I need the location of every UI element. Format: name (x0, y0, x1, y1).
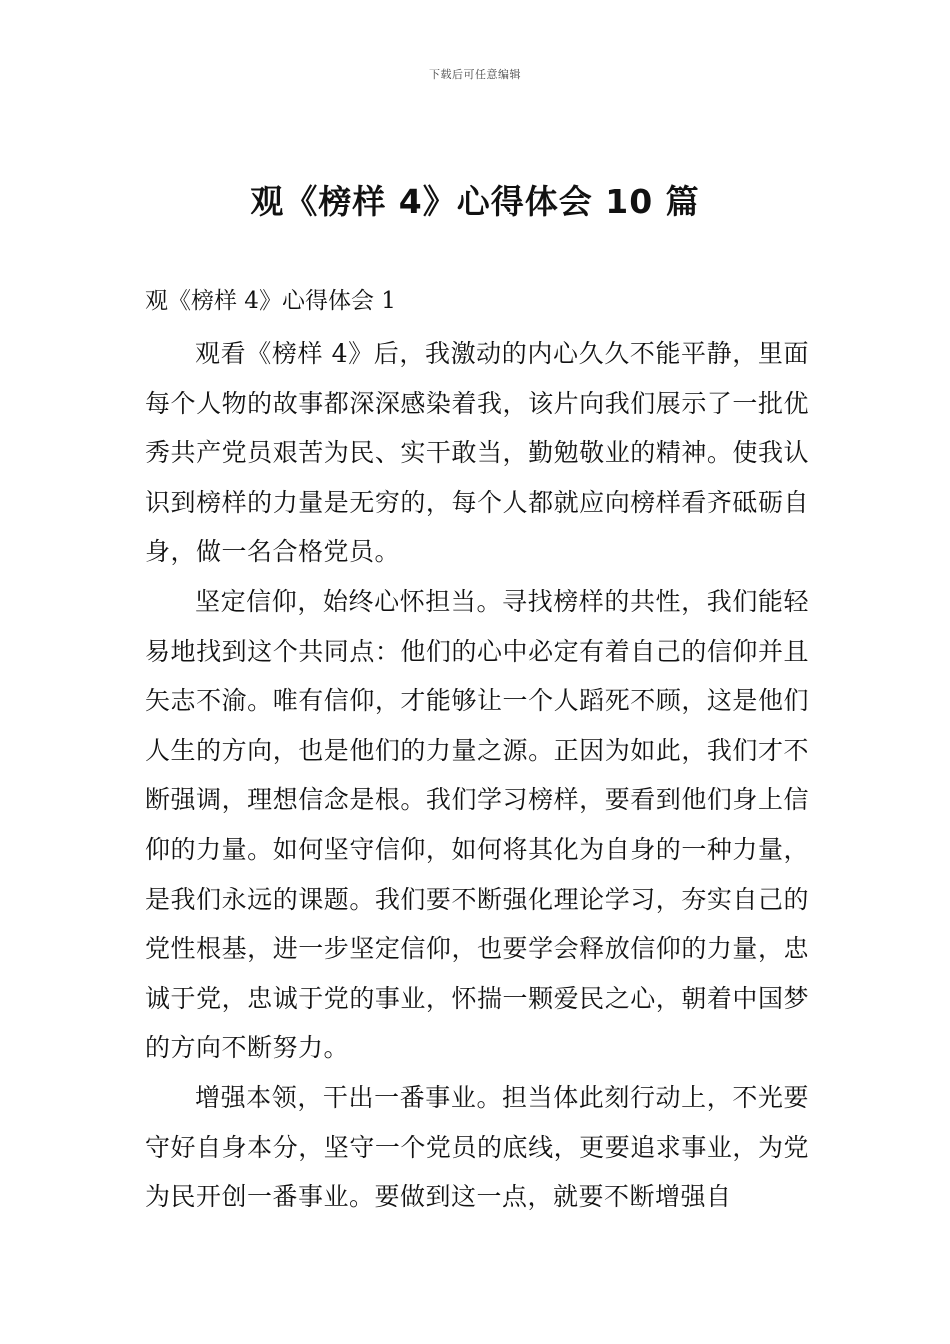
paragraph: 观看《榜样 4》后，我激动的内心久久不能平静，里面每个人物的故事都深深感染着我，该片向我们展示了一批优秀共产党员艰苦为民、实干敢当，勤勉敬业的精神。使我认识到榜样的力量是无穷的，每个人都就应向榜样看齐砥砺自身，做一名合格党员。 (145, 339, 809, 567)
header-note: 下载后可任意编辑 (429, 68, 521, 81)
paragraph: 坚定信仰，始终心怀担当。寻找榜样的共性，我们能轻易地找到这个共同点：他们的心中必定有着自己的信仰并且矢志不渝。唯有信仰，才能够让一个人蹈死不顾，这是他们人生的方向，也是他们的力量之源。正因为如此，我们才不断强调，理想信念是根。我们学习榜样，要看到他们身上信仰的力量。如何坚守信仰，如何将其化为自身的一种力量，是我们永远的课题。我们要不断强化理论学习，夯实自己的党性根基，进一步坚定信仰，也要学会释放信仰的力量，忠诚于党，忠诚于党的事业，怀揣一颗爱民之心，朝着中国梦的方向不断努力。 (145, 586, 809, 1063)
paragraph: 增强本领，干出一番事业。担当体此刻行动上，不光要守好自身本分，坚守一个党员的底线，更要追求事业，为党为民开创一番事业。要做到这一点，就要不断增强自 (145, 1082, 809, 1212)
section-title: 观《榜样 4》心得体会 1 (145, 288, 396, 314)
document-title: 观《榜样 4》心得体会 10 篇 (250, 182, 700, 221)
document-body (145, 281, 809, 1222)
